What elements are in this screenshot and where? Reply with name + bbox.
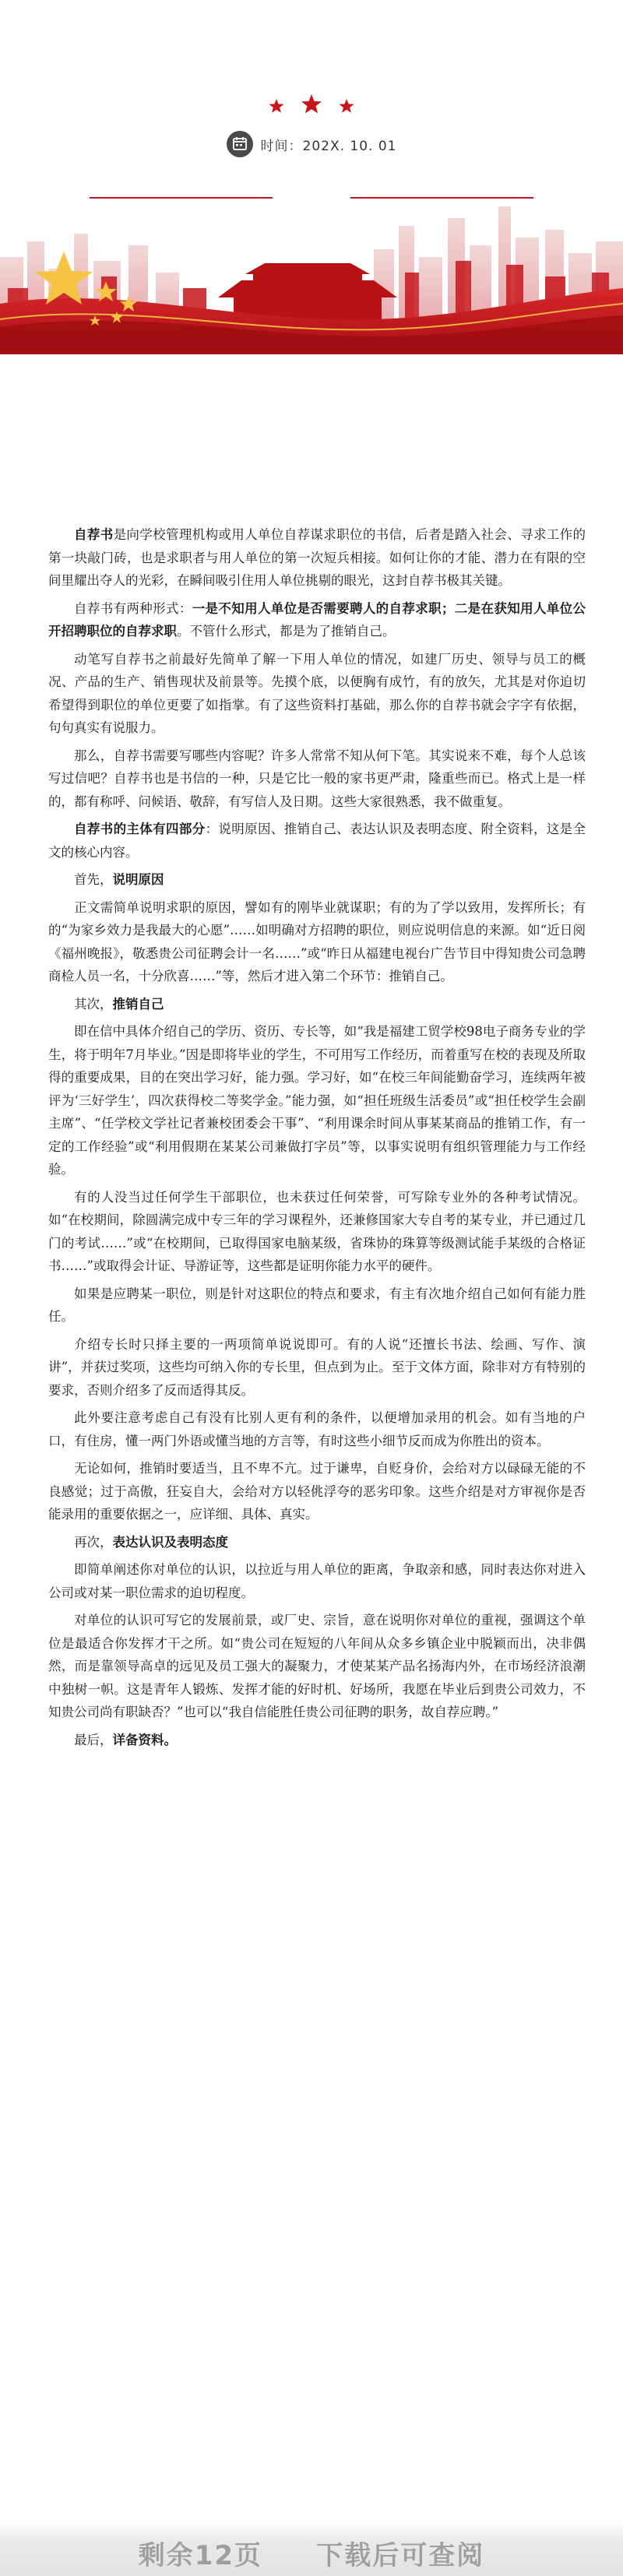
paragraph: 此外要注意考虑自己有没有比别人更有利的条件，以便增加录用的机会。如有当地的户口，有住房，懂一两门外语或懂当地的方言等，有时这些小细节反而成为你胜出的资本。 — [48, 1410, 586, 1448]
paragraph: 对单位的认识可写它的发展前景，或厂史、宗旨，意在说明你对单位的重视，强调这个单位是最适合你发挥才干之所。如“贵公司在短短的八年间从众多乡镇企业中脱颖而出，决非偶然，而是靠领导高卓的远见及员工强大的凝聚力，才使某某产品名扬海内外，在市场经济浪潮中独树一帜。这是青年人锻炼、发挥才能的好时机、好场所，我愿在毕业后到贵公司效力，不知贵公司尚有职缺否？”也可以“我自信能胜任贵公司征聘的职务，故自荐应聘。” — [48, 1613, 586, 1719]
date-row — [0, 131, 623, 157]
paragraph: 正文需简单说明求职的原因，譬如有的刚毕业就谋职；有的为了学以致用，发挥所长；有的“为家乡效力是我最大的心愿”……如明确对方招聘的职位，则应说明信息的来源。如“近日阅《福州晚报》，敬悉贵公司征聘会计一名……”或“昨日从福建电视台广告节目中得知贵公司急聘商检人员一名，十分欣喜……”等，然后才进入第二个环节：推销自己。 — [48, 899, 586, 984]
paragraph — [48, 523, 586, 593]
paragraph — [48, 818, 586, 864]
paragraph: 介绍专长时只择主要的一两项简单说说即可。有的人说“还擅长书法、绘画、写作、演讲”，并获过奖项，这些均可纳入你的专长里，但点到为止。至于文体方面，除非对方有特别的要求，否则介绍多了反而适得其反。 — [48, 1336, 586, 1398]
section-heading — [48, 1531, 586, 1554]
city-skyline — [0, 202, 623, 354]
bold-term: 详备资料。 — [112, 1732, 177, 1747]
section-heading — [48, 993, 586, 1016]
paragraph: 即简单阐述你对单位的认识，以拉近与用人单位的距离，争取亲和感，同时表达你对进入公司或对某一职位需求的迫切程度。 — [48, 1562, 586, 1600]
paragraph-text: 首先， — [74, 872, 113, 887]
paragraph: 那么，自荐书需要写哪些内容呢？许多人常常不知从何下笔。其实说来不难，每个人总该写过信吧？自荐书也是书信的一种，只是它比一般的家书更严肃，隆重些而已。格式上是一样的，都有称呼、问候语、敬辞，有写信人及日期。这些大家很熟悉，我不做重复。 — [48, 748, 586, 809]
decorative-stars-row — [0, 93, 623, 117]
paragraph-text: 。不管什么形式，都是为了推销自己。 — [177, 624, 396, 639]
paragraph: 即在信中具体介绍自己的学历、资历、专长等，如“我是福建工贸学校98电子商务专业的学生，将于明年7月毕业。”因是即将毕业的学生，不可用写工作经历，而着重写在校的表现及所取得的重要成果，目的在突出学习好，能力强。学习好，如“在校三年间能勤奋学习，连续两年被评为‘三好学生’，四次获得校二等奖学金。”能力强，如“担任班级生活委员”或“担任校学生会副主席”、“任学校文学社记者兼校团委会干事”、“利用课余时间从事某某商品的推销工作，有一定的工作经验”或“利用假期在某某公司兼做打字员”等，以事实说明有组织管理能力与工作经验。 — [48, 1024, 586, 1177]
paragraph-text: ：说明原因、推销自己、表达认识及表明态度、附全资料，这是全文的核心内容。 — [48, 822, 586, 860]
paragraph: 如果是应聘某一职位，则是针对这职位的特点和要求，有主有次地介绍自己如何有能力胜任。 — [48, 1286, 586, 1324]
paragraph-text: 是向学校管理机构或用人单位自荐谋求职位的书信，后者是踏入社会、寻求工作的第一块敲门砖，也是求职者与用人单位的第一次短兵相接。如何让你的才能、潜力在有限的空间里耀出夺人的光彩，在瞬间吸引住用人单位挑剔的眼光，这封自荐书极其关键。 — [48, 527, 586, 588]
section-heading — [48, 868, 586, 892]
paragraph: 有的人没当过任何学生干部职位，也未获过任何荣誉，可写除专业外的各种考试情况。如“在校期间，除圆满完成中专三年的学习课程外，还兼修国家大专自考的某专业，并已通过几门的考试……”或“在校期间，已取得国家电脑某级，省珠协的珠算等级测试能手某级的合格证书……”或取得会计证、导游证等，这些都是证明你能力水平的硬件。 — [48, 1189, 586, 1273]
publish-date: 时间：202X. 10. 01 — [260, 138, 397, 154]
bold-term: 一是不知用人单位是否需要聘人的自荐求职；二是在获知用人单位公开招聘职位的自荐求职 — [48, 600, 586, 639]
paragraph: 无论如何，推销时要适当，且不卑不亢。过于谦卑，自贬身价，会给对方以碌碌无能的不良感觉；过于高傲，狂妄自大，会给对方以轻佻浮夸的恶劣印象。这些介绍是对方审视你是否能录用的重要依据之一，应详细、具体、真实。 — [48, 1461, 586, 1522]
download-prompt-bar[interactable] — [0, 2520, 623, 2576]
article-body — [48, 523, 586, 1756]
bold-term: 自荐书的主体有四部分 — [74, 822, 206, 836]
calendar-icon — [227, 131, 253, 157]
paragraph-text: 再次， — [74, 1534, 113, 1550]
bold-term: 说明原因 — [112, 872, 164, 887]
download-to-view-label[interactable]: 下载后可查阅 — [316, 2540, 485, 2571]
paragraph-text: 最后， — [74, 1732, 113, 1747]
paragraph-text: 其次， — [74, 996, 113, 1012]
bold-term: 推销自己 — [112, 996, 164, 1012]
bold-term: 表达认识及表明态度 — [112, 1534, 228, 1550]
download-prompt[interactable] — [0, 2534, 623, 2572]
remaining-pages-label: 剩余12页 — [138, 2540, 263, 2571]
section-heading — [48, 1729, 586, 1752]
left-divider-line — [90, 197, 273, 199]
bold-term: 自荐书 — [74, 527, 114, 542]
header-banner — [0, 0, 623, 354]
star-icon — [265, 93, 358, 117]
paragraph — [48, 597, 586, 643]
right-divider-line — [350, 197, 533, 199]
paragraph-text: 自荐书有两种形式： — [74, 600, 192, 616]
paragraph: 动笔写自荐书之前最好先简单了解一下用人单位的情况，如建厂历史、领导与员工的概况、产品的生产、销售现状及前景等。先摸个底，以便胸有成竹，有的放矢，尤其是对你迫切希望得到职位的单位更要了如指掌。有了这些资料打基础，那么你的自荐书就会字字有依据，句句真实有说服力。 — [48, 651, 586, 735]
